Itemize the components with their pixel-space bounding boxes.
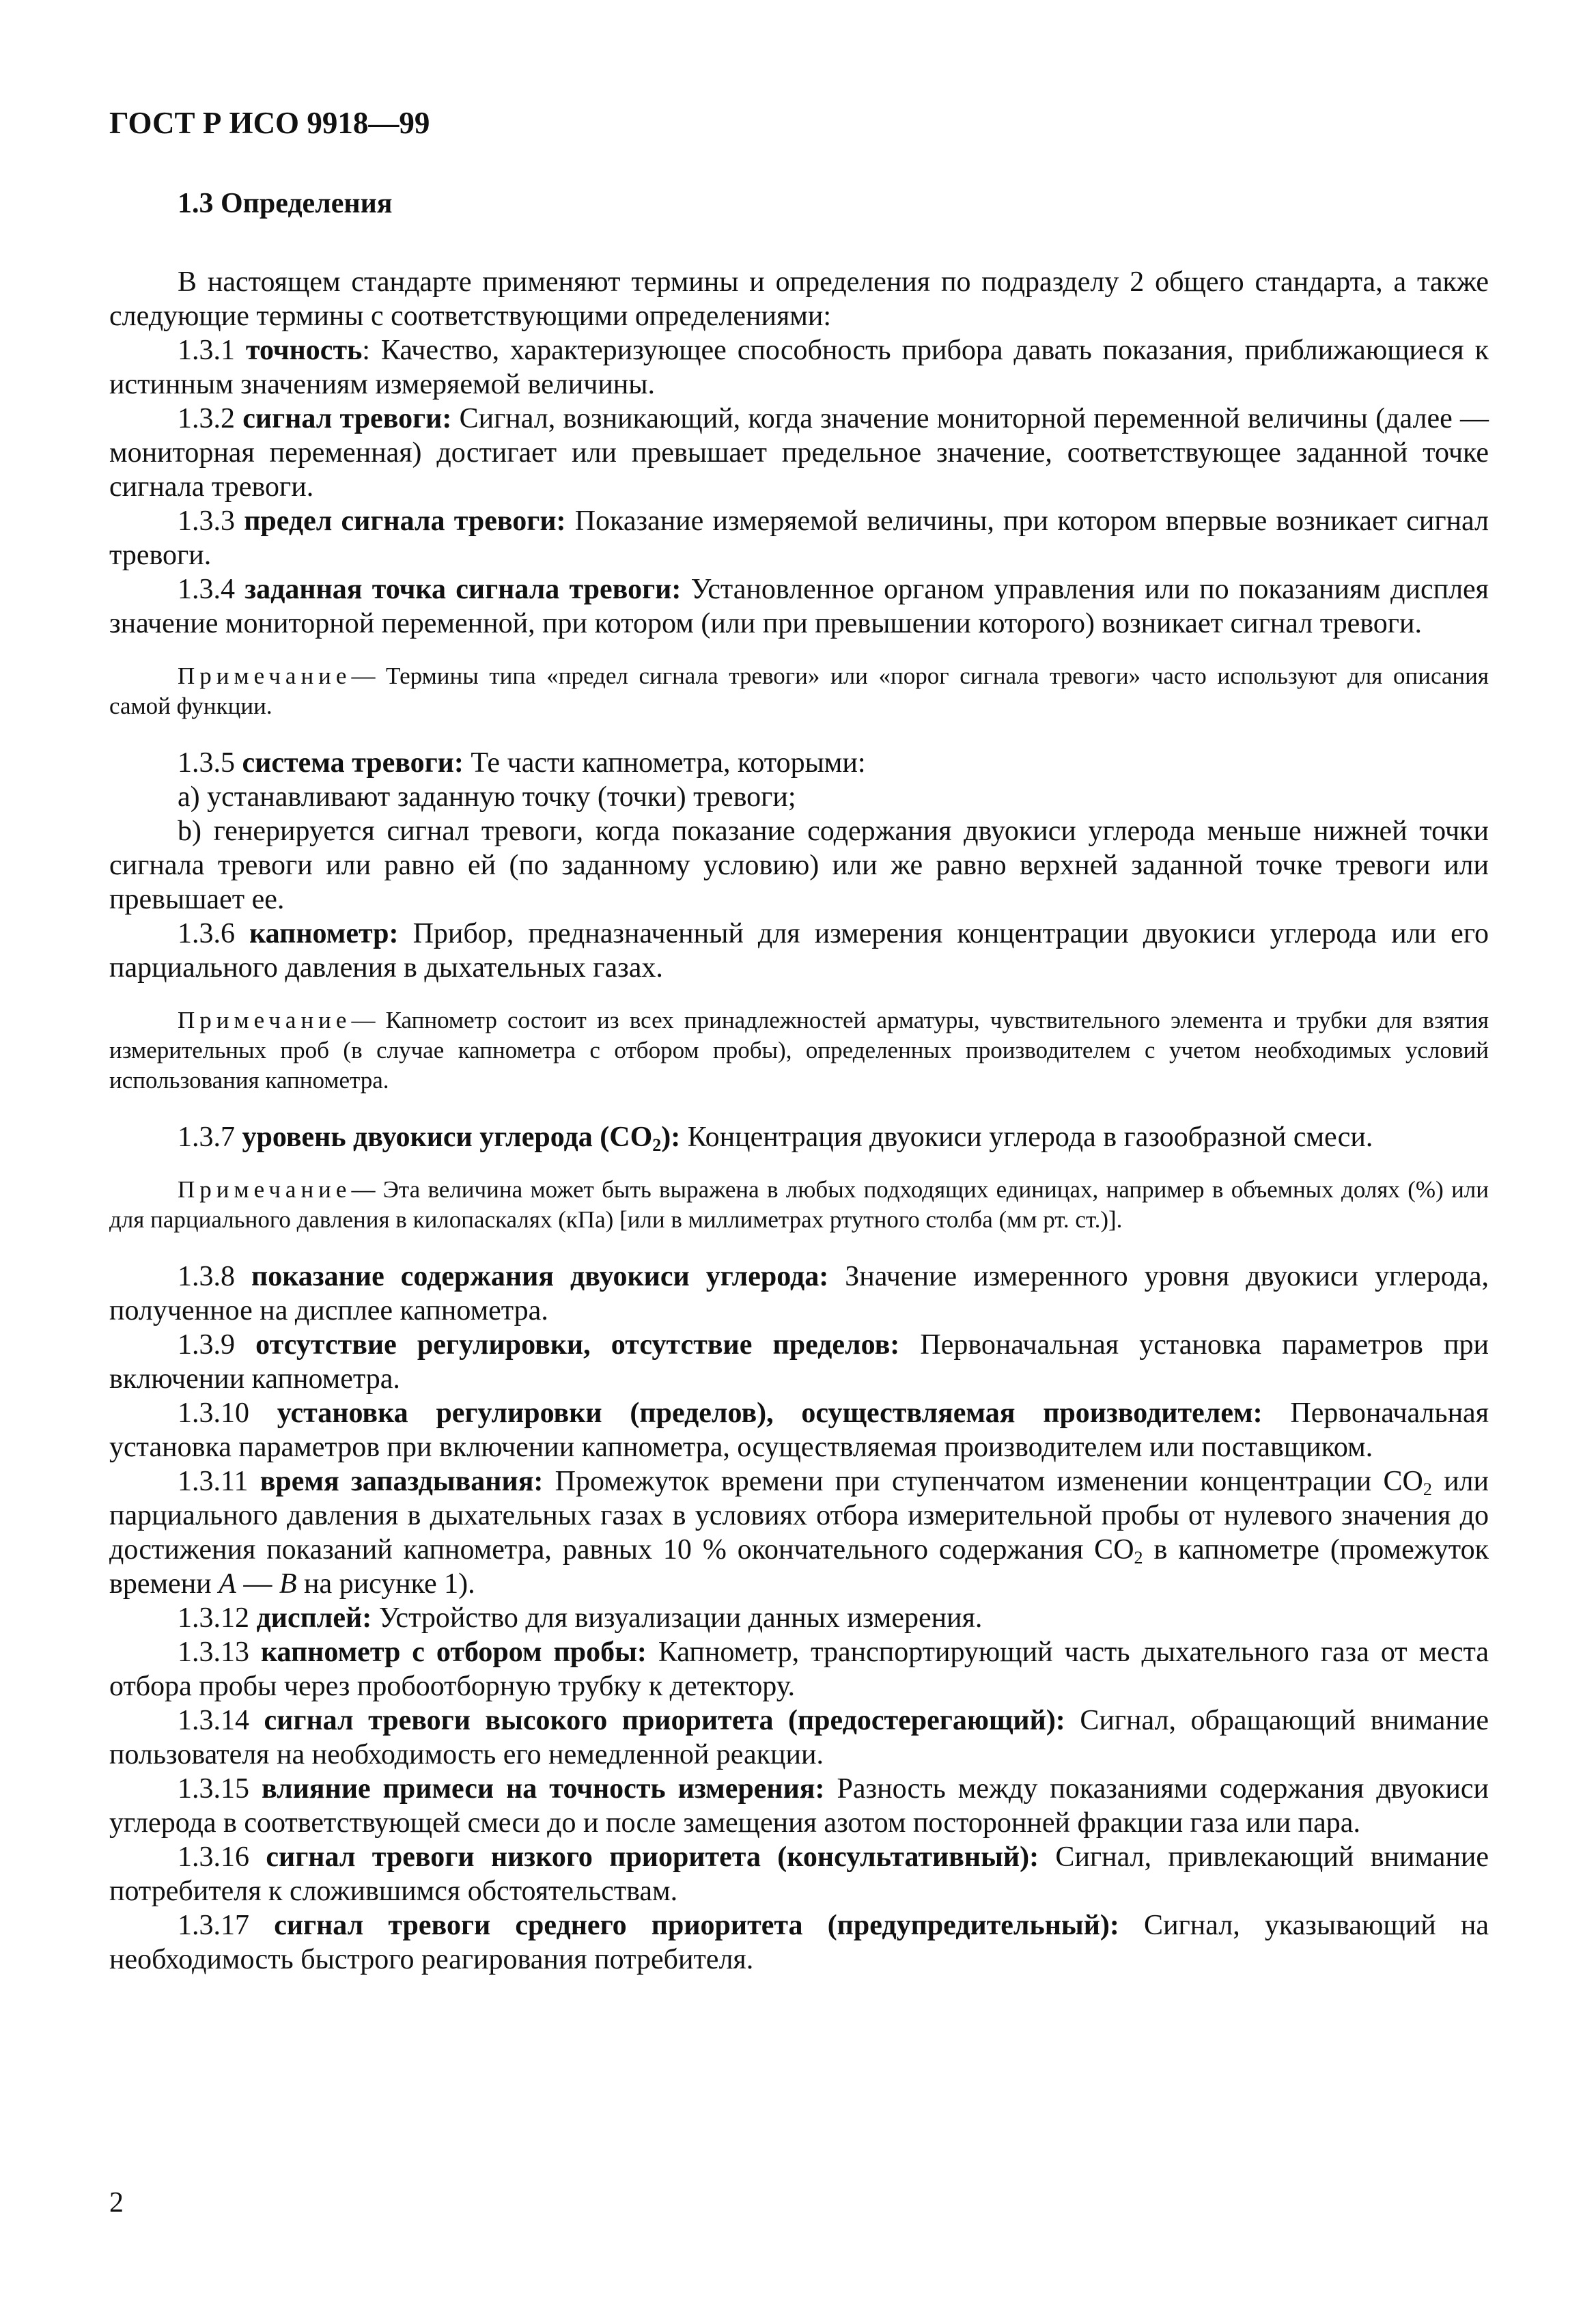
definition-text: Концентрация двуокиси углерода в газообразной смеси. bbox=[680, 1122, 1373, 1153]
italic-symbol: В bbox=[279, 1568, 297, 1600]
definition-text: Сигнал, возникающий, когда значение мониторной переменной величины (далее — мониторная переменная) достигает или превышает предельное значение, соответствующее заданной точке сигнала тревоги. bbox=[109, 403, 1489, 503]
note-text: — Термины типа «предел сигнала тревоги» или «порог сигнала тревоги» часто используют для описания самой функции. bbox=[109, 663, 1489, 719]
definition-1-3-12 bbox=[109, 1601, 1489, 1635]
note-3 bbox=[109, 1175, 1489, 1235]
definition-term: дисплей: bbox=[256, 1602, 372, 1634]
note-1 bbox=[109, 661, 1489, 721]
definition-number: 1.3.8 bbox=[178, 1261, 252, 1292]
definition-term bbox=[242, 1122, 681, 1153]
definition-text: Первоначальная установка параметров при включении капнометра. bbox=[109, 1329, 1489, 1395]
definition-number: 1.3.9 bbox=[178, 1329, 256, 1361]
definition-1-3-7 bbox=[109, 1120, 1489, 1154]
note-lead: Примечание bbox=[178, 663, 352, 689]
definition-number: 1.3.4 bbox=[178, 574, 245, 605]
definition-number: 1.3.11 bbox=[178, 1466, 260, 1497]
definition-text: Промежуток времени при ступенчатом изменении концентрации СО bbox=[543, 1466, 1423, 1497]
definition-number: 1.3.13 bbox=[178, 1637, 261, 1668]
definition-1-3-8 bbox=[109, 1260, 1489, 1328]
definition-text: Первоначальная установка параметров при включении капнометра, осуществляемая производителем или поставщиком. bbox=[109, 1397, 1489, 1463]
definition-1-3-6 bbox=[109, 917, 1489, 985]
document-header: ГОСТ Р ИСО 9918—99 bbox=[109, 106, 430, 140]
definition-number: 1.3.16 bbox=[178, 1841, 266, 1873]
definition-text: или парциального давления в дыхательных газах в условиях отбора измерительной пробы от нулевого значения до достижения показаний капнометра, равных 10 % окончательного содержания СО bbox=[109, 1466, 1489, 1565]
definition-text: Прибор, предназначенный для измерения концентрации двуокиси углерода или его парциального давления в дыхательных газах. bbox=[109, 918, 1489, 984]
definition-text: Показание измеряемой величины, при котором впервые возникает сигнал тревоги. bbox=[109, 505, 1489, 571]
definition-number: 1.3.17 bbox=[178, 1910, 275, 1941]
definition-number: 1.3.6 bbox=[178, 918, 250, 949]
definition-number: 1.3.14 bbox=[178, 1705, 264, 1736]
definition-number: 1.3.3 bbox=[178, 505, 244, 537]
document-page bbox=[109, 102, 1489, 1977]
definition-number: 1.3.15 bbox=[178, 1773, 262, 1805]
definition-number: 1.3.2 bbox=[178, 403, 243, 434]
definition-1-3-11 bbox=[109, 1464, 1489, 1601]
definition-term: капнометр с отбором пробы: bbox=[260, 1637, 647, 1668]
definition-term: капнометр: bbox=[249, 918, 399, 949]
definition-number: 1.3.10 bbox=[178, 1397, 277, 1429]
definition-term: точность bbox=[245, 335, 363, 366]
definition-number: 1.3.7 bbox=[178, 1122, 242, 1153]
definition-1-3-13 bbox=[109, 1635, 1489, 1703]
definition-term: показание содержания двуокиси углерода: bbox=[251, 1261, 829, 1292]
definition-1-3-1 bbox=[109, 333, 1489, 402]
definition-term: влияние примеси на точность измерения: bbox=[262, 1773, 825, 1805]
definition-number: 1.3.1 bbox=[178, 335, 246, 366]
definition-text: — bbox=[236, 1568, 279, 1600]
note-text: — Капнометр состоит из всех принадлежностей арматуры, чувствительного элемента и трубки для взятия измерительных проб (в случае капнометра с отбором пробы), определенных производителем с учетом необходимых условий использования капнометра. bbox=[109, 1007, 1489, 1094]
note-lead: Примечание bbox=[178, 1176, 352, 1203]
note-lead: Примечание bbox=[178, 1007, 352, 1033]
definition-text: Те части капнометра, которыми: bbox=[463, 747, 866, 779]
definition-number: 1.3.12 bbox=[178, 1602, 257, 1634]
definition-1-3-17 bbox=[109, 1908, 1489, 1977]
definition-1-3-5-item-a: а) устанавливают заданную точку (точки) тревоги; bbox=[178, 781, 796, 813]
definition-text: Сигнал, указывающий на необходимость быстрого реагирования потребителя. bbox=[109, 1910, 1489, 1975]
definition-term: время запаздывания: bbox=[260, 1466, 544, 1497]
page-number: 2 bbox=[109, 2187, 124, 2218]
definition-term: система тревоги: bbox=[242, 747, 464, 779]
definition-text: Установленное органом управления или по показаниям дисплея значение мониторной переменной, при котором (или при превышении которого) возникает сигнал тревоги. bbox=[109, 574, 1489, 639]
definition-1-3-5 bbox=[109, 746, 1489, 780]
definition-term: сигнал тревоги низкого приоритета (консультативный): bbox=[266, 1841, 1039, 1873]
definition-text: : Качество, характеризующее способность прибора давать показания, приближающиеся к истинным значениям измеряемой величины. bbox=[109, 335, 1489, 400]
definition-text: на рисунке 1). bbox=[296, 1568, 475, 1600]
definition-term: сигнал тревоги среднего приоритета (предупредительный): bbox=[274, 1910, 1119, 1941]
subscript: 2 bbox=[652, 1135, 662, 1155]
subscript: 2 bbox=[1423, 1479, 1432, 1499]
definition-1-3-16 bbox=[109, 1840, 1489, 1908]
definition-term-part: уровень двуокиси углерода (СО bbox=[242, 1122, 653, 1153]
definition-number: 1.3.5 bbox=[178, 747, 242, 779]
definition-text: Устройство для визуализации данных измерения. bbox=[372, 1602, 983, 1634]
definition-text: Сигнал, обращающий внимание пользователя на необходимость его немедленной реакции. bbox=[109, 1705, 1489, 1770]
definition-text: Капнометр, транспортирующий часть дыхательного газа от места отбора пробы через пробоотборную трубку к детектору. bbox=[109, 1637, 1489, 1702]
section-title: 1.3 Определения bbox=[178, 188, 393, 219]
definition-term: установка регулировки (пределов), осуществляемая производителем: bbox=[277, 1397, 1263, 1429]
subscript: 2 bbox=[1134, 1548, 1143, 1568]
definition-text: Значение измеренного уровня двуокиси углерода, полученное на дисплее капнометра. bbox=[109, 1261, 1489, 1326]
definition-term-part: ): bbox=[661, 1122, 681, 1153]
definition-text: Сигнал, привлекающий внимание потребителя к сложившимся обстоятельствам. bbox=[109, 1841, 1489, 1907]
definition-1-3-5-item-b: b) генерируется сигнал тревоги, когда показание содержания двуокиси углерода меньше нижней точки сигнала тревоги или равно ей (по заданному условию) или же равно верхней заданной точке тревоги или превышает ее. bbox=[109, 816, 1489, 915]
note-2 bbox=[109, 1005, 1489, 1096]
definition-term: заданная точка сигнала тревоги: bbox=[244, 574, 682, 605]
definition-term: сигнал тревоги: bbox=[242, 403, 452, 434]
definition-term: предел сигнала тревоги: bbox=[244, 505, 566, 537]
italic-symbol: А bbox=[219, 1568, 236, 1600]
definition-1-3-14 bbox=[109, 1703, 1489, 1772]
definition-term: сигнал тревоги высокого приоритета (предостерегающий): bbox=[264, 1705, 1065, 1736]
definition-1-3-15 bbox=[109, 1772, 1489, 1840]
intro-paragraph: В настоящем стандарте применяют термины и определения по подразделу 2 общего стандарта, а также следующие термины с соответствующими определениями: bbox=[109, 266, 1489, 332]
definition-1-3-2 bbox=[109, 402, 1489, 504]
definition-1-3-4 bbox=[109, 572, 1489, 641]
definition-1-3-10 bbox=[109, 1396, 1489, 1464]
definition-1-3-9 bbox=[109, 1328, 1489, 1396]
definition-text: Разность между показаниями содержания двуокиси углерода в соответствующей смеси до и после замещения азотом посторонней фракции газа или пара. bbox=[109, 1773, 1489, 1839]
note-text: — Эта величина может быть выражена в любых подходящих единицах, например в объемных долях (%) или для парциального давления в килопаскалях (кПа) [или в миллиметрах ртутного столба (мм рт. ст.)]. bbox=[109, 1176, 1489, 1233]
definition-text: в капнометре (промежуток времени bbox=[109, 1534, 1489, 1600]
definition-term: отсутствие регулировки, отсутствие пределов: bbox=[255, 1329, 900, 1361]
definition-1-3-3 bbox=[109, 504, 1489, 572]
